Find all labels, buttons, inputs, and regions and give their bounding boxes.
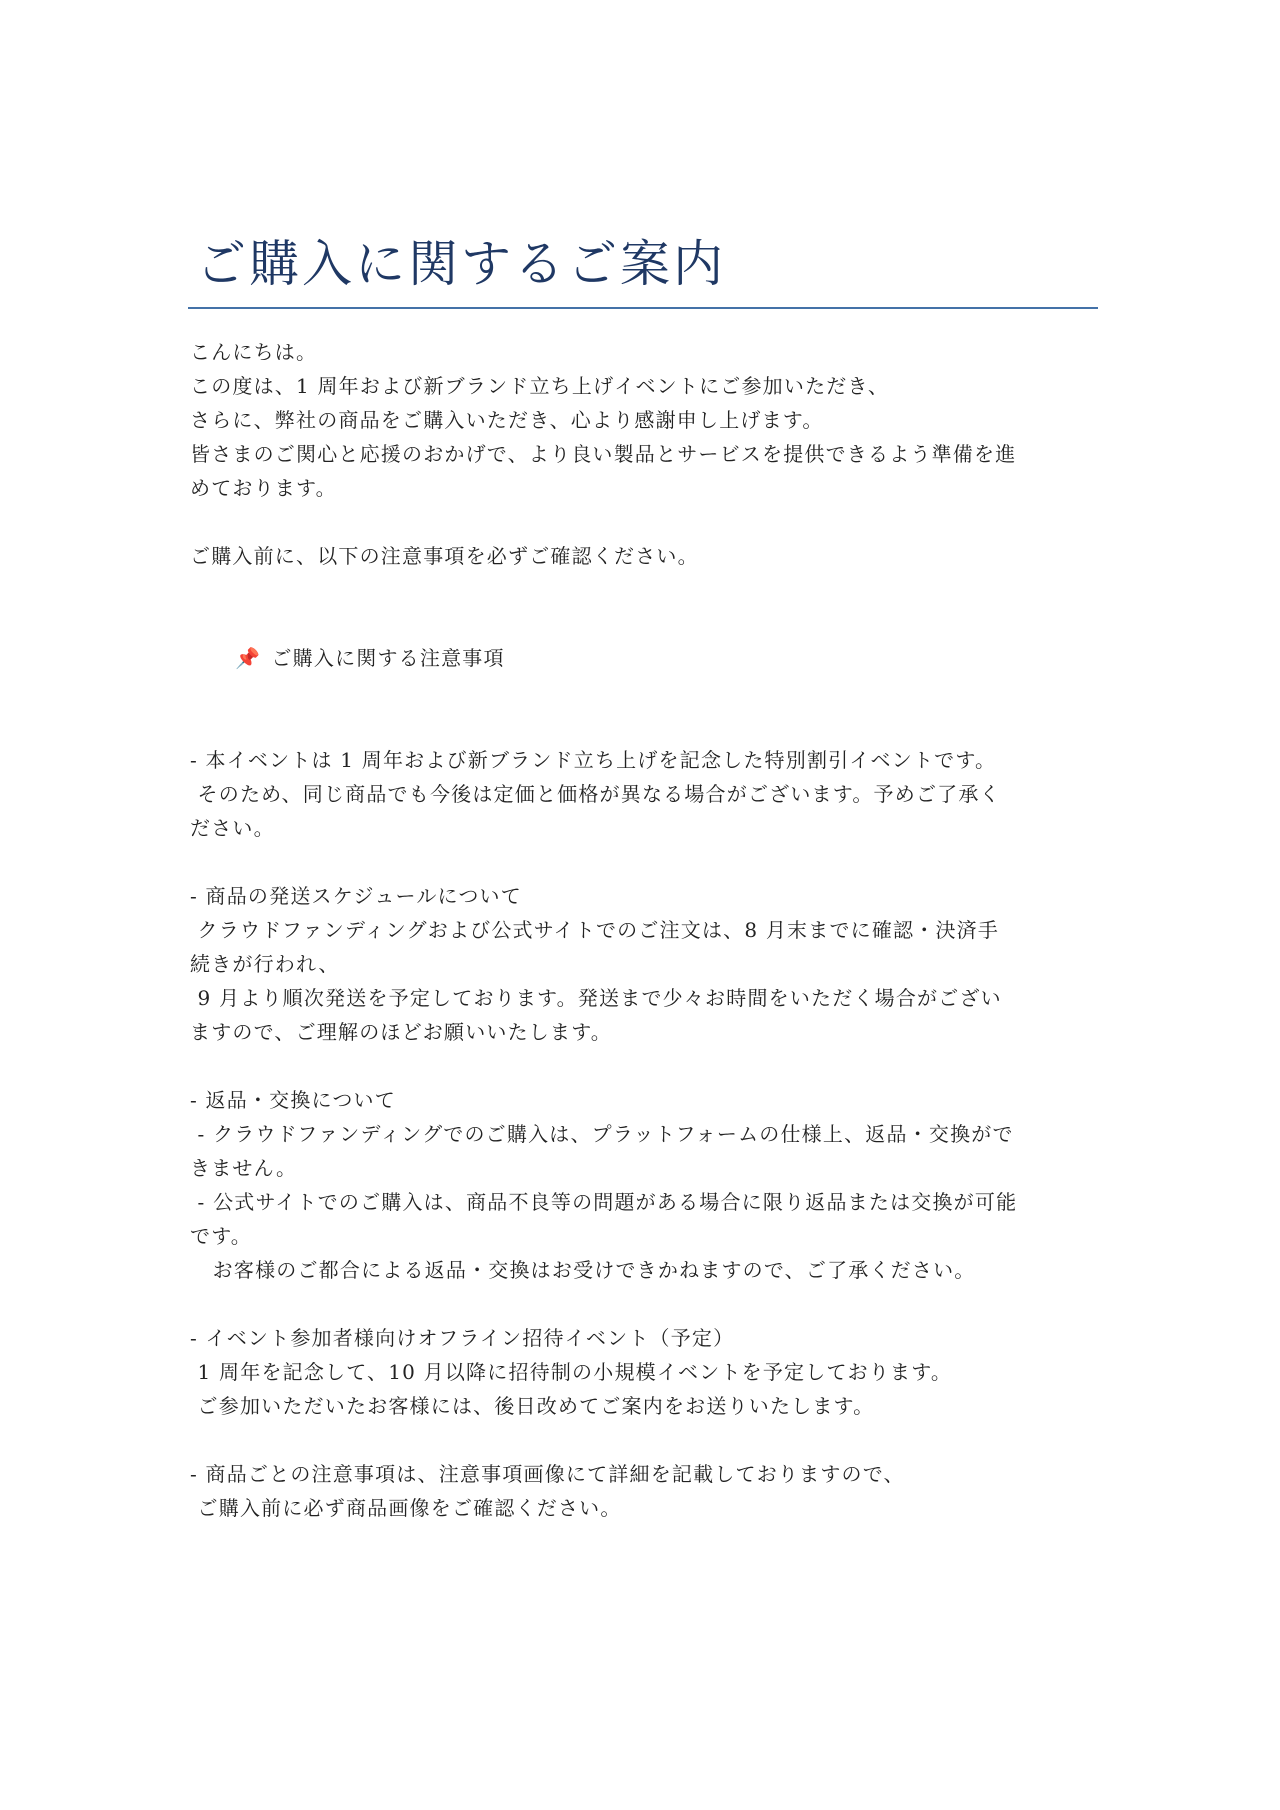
notice-line: 1 周年を記念して、10 月以降に招待制の小規模イベントを予定しております。 — [190, 1360, 953, 1384]
notice-line: ますので、ご理解のほどお願いいたします。 — [190, 1020, 612, 1044]
notice-line: ご購入前に必ず商品画像をご確認ください。 — [190, 1496, 622, 1520]
notice-line: お客様のご都合による返品・交換はお受けできかねますので、ご了承ください。 — [190, 1258, 976, 1282]
notice-section-discount — [190, 743, 1096, 845]
spacer — [190, 505, 1096, 539]
greeting-line: さらに、弊社の商品をご購入いただき、心より感謝申し上げます。 — [190, 408, 824, 432]
notice-line: 9 月より順次発送を予定しております。発送まで少々お時間をいただく場合がござい — [190, 986, 1002, 1010]
notice-line: そのため、同じ商品でも今後は定価と価格が異なる場合がございます。予めご了承く — [190, 782, 1001, 806]
notice-line: - 商品ごとの注意事項は、注意事項画像にて詳細を記載しておりますので、 — [190, 1462, 905, 1486]
notice-section-returns — [190, 1083, 1096, 1287]
notice-line: - 本イベントは 1 周年および新ブランド立ち上げを記念した特別割引イベントです。 — [190, 748, 997, 772]
notice-heading-text: ご購入に関する注意事項 — [271, 646, 505, 670]
confirm-line: ご購入前に、以下の注意事項を必ずご確認ください。 — [190, 544, 699, 568]
notice-section-offline-event — [190, 1321, 1096, 1423]
greeting-line: 皆さまのご関心と応援のおかげで、より良い製品とサービスを提供できるよう準備を進 — [190, 442, 1017, 466]
notice-line: - 商品の発送スケジュールについて — [190, 884, 522, 908]
document-title: ご購入に関するご案内 — [196, 235, 726, 293]
pushpin-icon: 📌 — [235, 646, 262, 670]
notice-line: - 返品・交換について — [190, 1088, 396, 1112]
spacer — [190, 1049, 1096, 1083]
greeting-line: めております。 — [190, 476, 337, 500]
spacer — [190, 1287, 1096, 1321]
notice-line: - 公式サイトでのご購入は、商品不良等の問題がある場合に限り返品または交換が可能 — [190, 1190, 1018, 1214]
notice-section-product-notes — [190, 1457, 1096, 1525]
notice-line: です。 — [190, 1224, 252, 1248]
greeting-line: こんにちは。 — [190, 340, 318, 364]
spacer — [190, 709, 1096, 743]
greeting-line: この度は、1 周年および新ブランド立ち上げイベントにご参加いただき、 — [190, 374, 890, 398]
notice-line: 続きが行われ、 — [190, 952, 340, 976]
notice-section-shipping — [190, 879, 1096, 1049]
notice-line: きません。 — [190, 1156, 298, 1180]
document-body — [190, 335, 1096, 1525]
spacer — [190, 1423, 1096, 1457]
notice-heading — [190, 607, 1096, 709]
notice-line: ご参加いただいたお客様には、後日改めてご案内をお送りいたします。 — [190, 1394, 875, 1418]
notice-line: - クラウドファンディングでのご購入は、プラットフォームの仕様上、返品・交換がで — [190, 1122, 1014, 1146]
spacer — [190, 845, 1096, 879]
notice-line: - イベント参加者様向けオフライン招待イベント（予定） — [190, 1326, 735, 1350]
notice-line: ださい。 — [190, 816, 275, 840]
notice-line: クラウドファンディングおよび公式サイトでのご注文は、8 月末までに確認・決済手 — [190, 918, 1000, 942]
title-divider — [188, 307, 1098, 309]
greeting-paragraph — [190, 335, 1096, 505]
spacer — [190, 573, 1096, 607]
